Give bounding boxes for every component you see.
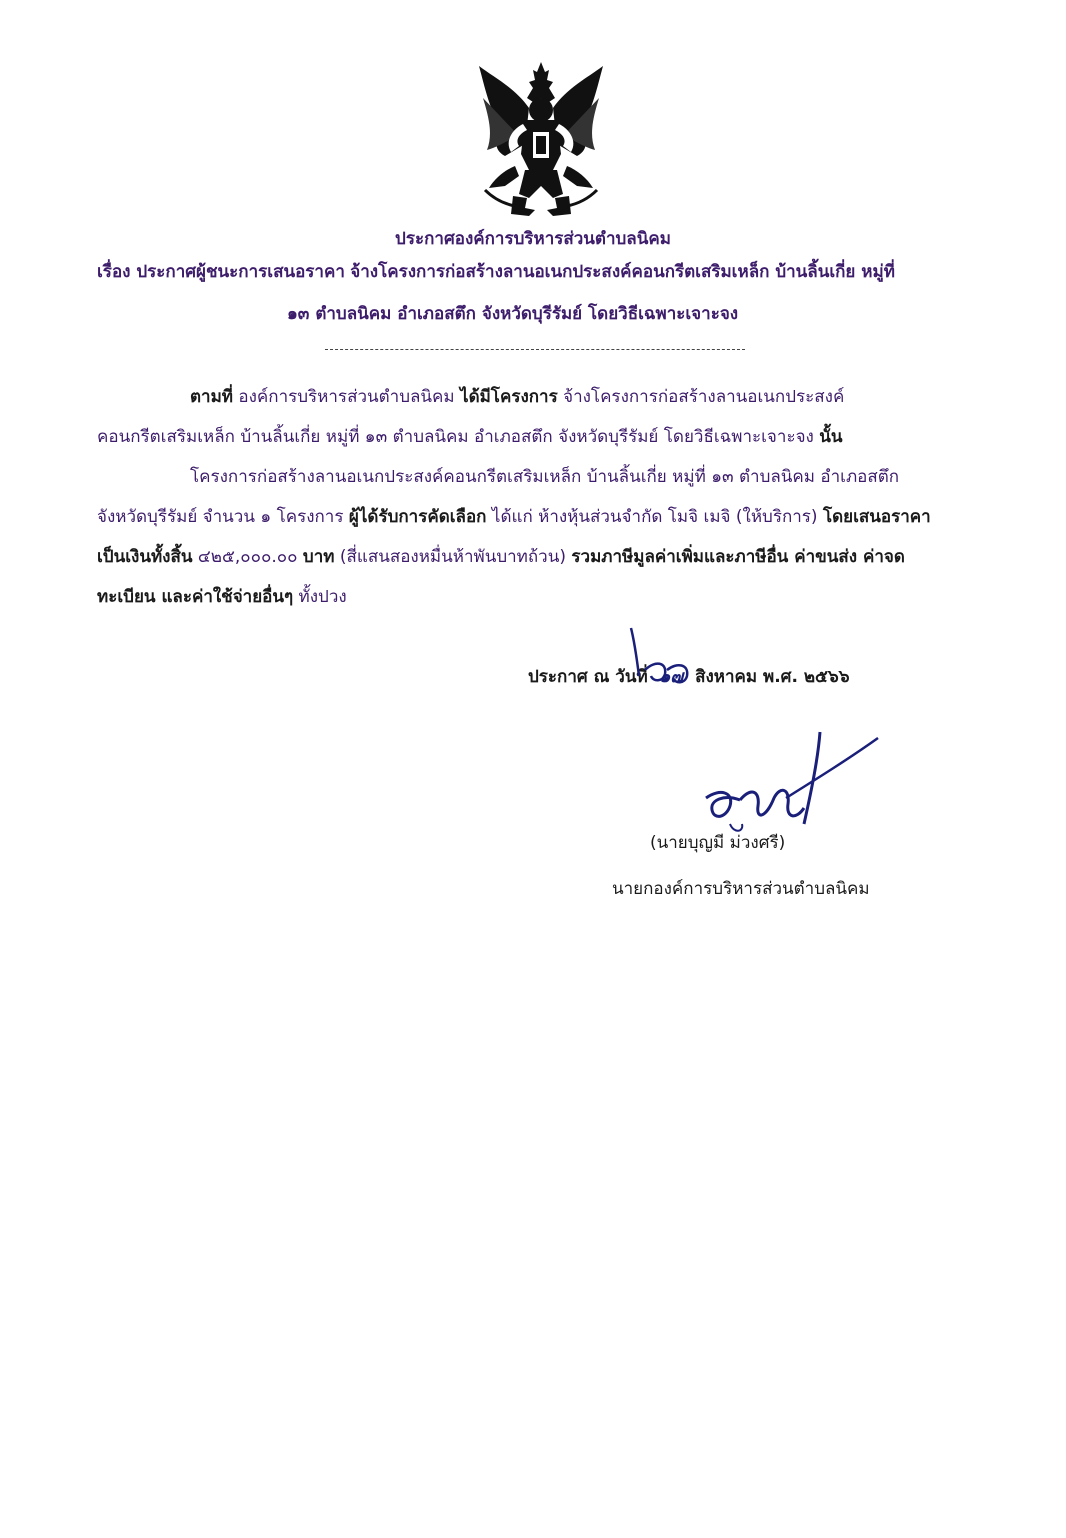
- date-rest: สิงหาคม พ.ศ. ๒๕๖๖: [695, 667, 850, 687]
- separator-line: [325, 349, 745, 350]
- p1-line2-text: คอนกรีตเสริมเหล็ก บ้านลิ้นเกี่ย หมู่ที่ ๑๓ ตำบลนิคม อำเภอสตึก จังหวัดบุรีรัมย์ โดยวิธีเฉพาะเจาะจง: [97, 427, 814, 447]
- paragraph-2-line-4: [97, 580, 347, 614]
- p1-org: องค์การบริหารส่วนตำบลนิคม: [238, 387, 455, 407]
- announcement-title: ประกาศองค์การบริหารส่วนตำบลนิคม: [395, 229, 671, 249]
- paragraph-2-line-3: [97, 540, 905, 574]
- p2-line3-bold1: เป็นเงินทั้งสิ้น: [97, 547, 193, 567]
- p2-line2-text2: ได้แก่ ห้างหุ้นส่วนจำกัด โมจิ เมจิ (ให้บริการ): [491, 507, 818, 527]
- p2-line2-text1: จังหวัดบุรีรัมย์ จำนวน ๑ โครงการ: [97, 507, 344, 527]
- p1-bold-project: ได้มีโครงการ: [460, 387, 558, 407]
- p2-line3-bold3: รวมภาษีมูลค่าเพิ่มและภาษีอื่น ค่าขนส่ง ค่าจด: [571, 547, 905, 567]
- p2-line3-amount-words: (สี่แสนสองหมื่นห้าพันบาทถ้วน): [339, 547, 566, 567]
- handwritten-date-mark: [625, 620, 705, 690]
- garuda-emblem-icon: [475, 58, 607, 218]
- signer-name: (นายบุญมี ม่วงศรี): [650, 833, 786, 853]
- paragraph-2-line-1: โครงการก่อสร้างลานอเนกประสงค์คอนกรีตเสริมเหล็ก บ้านลิ้นเกี่ย หมู่ที่ ๑๓ ตำบลนิคม อำเภอสตึก: [190, 467, 900, 487]
- p2-line4-text1: ทั้งปวง: [298, 587, 347, 607]
- signer-position: นายกองค์การบริหารส่วนตำบลนิคม: [612, 879, 870, 899]
- p2-line4-bold1: ทะเบียน และค่าใช้จ่ายอื่นๆ: [97, 587, 294, 607]
- paragraph-2-line-2: [97, 500, 931, 534]
- announcement-header: [60, 222, 1006, 256]
- subject-line-1-text: จ้างโครงการก่อสร้างลานอเนกประสงค์คอนกรีตเสริมเหล็ก บ้านลิ้นเกี่ย หมู่ที่: [350, 262, 895, 282]
- subject-label: เรื่อง ประกาศผู้ชนะการเสนอราคา: [97, 262, 345, 282]
- p2-line3-bold2: บาท: [302, 547, 335, 567]
- p1-bold-ตามที่: ตามที่: [190, 387, 233, 407]
- subject-line-1: [97, 255, 895, 289]
- date-prefix: ประกาศ ณ วันที่: [528, 667, 648, 687]
- subject-line-2: ๑๓ ตำบลนิคม อำเภอสตึก จังหวัดบุรีรัมย์ โดยวิธีเฉพาะเจาะจง: [287, 304, 739, 324]
- date-day-handwritten: ๑๗: [659, 667, 684, 687]
- p1-line2-bold: นั้น: [819, 427, 843, 447]
- p2-line2-bold1: ผู้ได้รับการคัดเลือก: [348, 507, 487, 527]
- paragraph-1-line-1: [190, 380, 844, 414]
- signature-mark: [700, 728, 880, 838]
- p1-project-text: จ้างโครงการก่อสร้างลานอเนกประสงค์: [563, 387, 845, 407]
- p2-line2-bold2: โดยเสนอราคา: [822, 507, 931, 527]
- p2-line3-amount: ๔๒๕,๐๐๐.๐๐: [197, 547, 298, 567]
- paragraph-1-line-2: [97, 420, 843, 454]
